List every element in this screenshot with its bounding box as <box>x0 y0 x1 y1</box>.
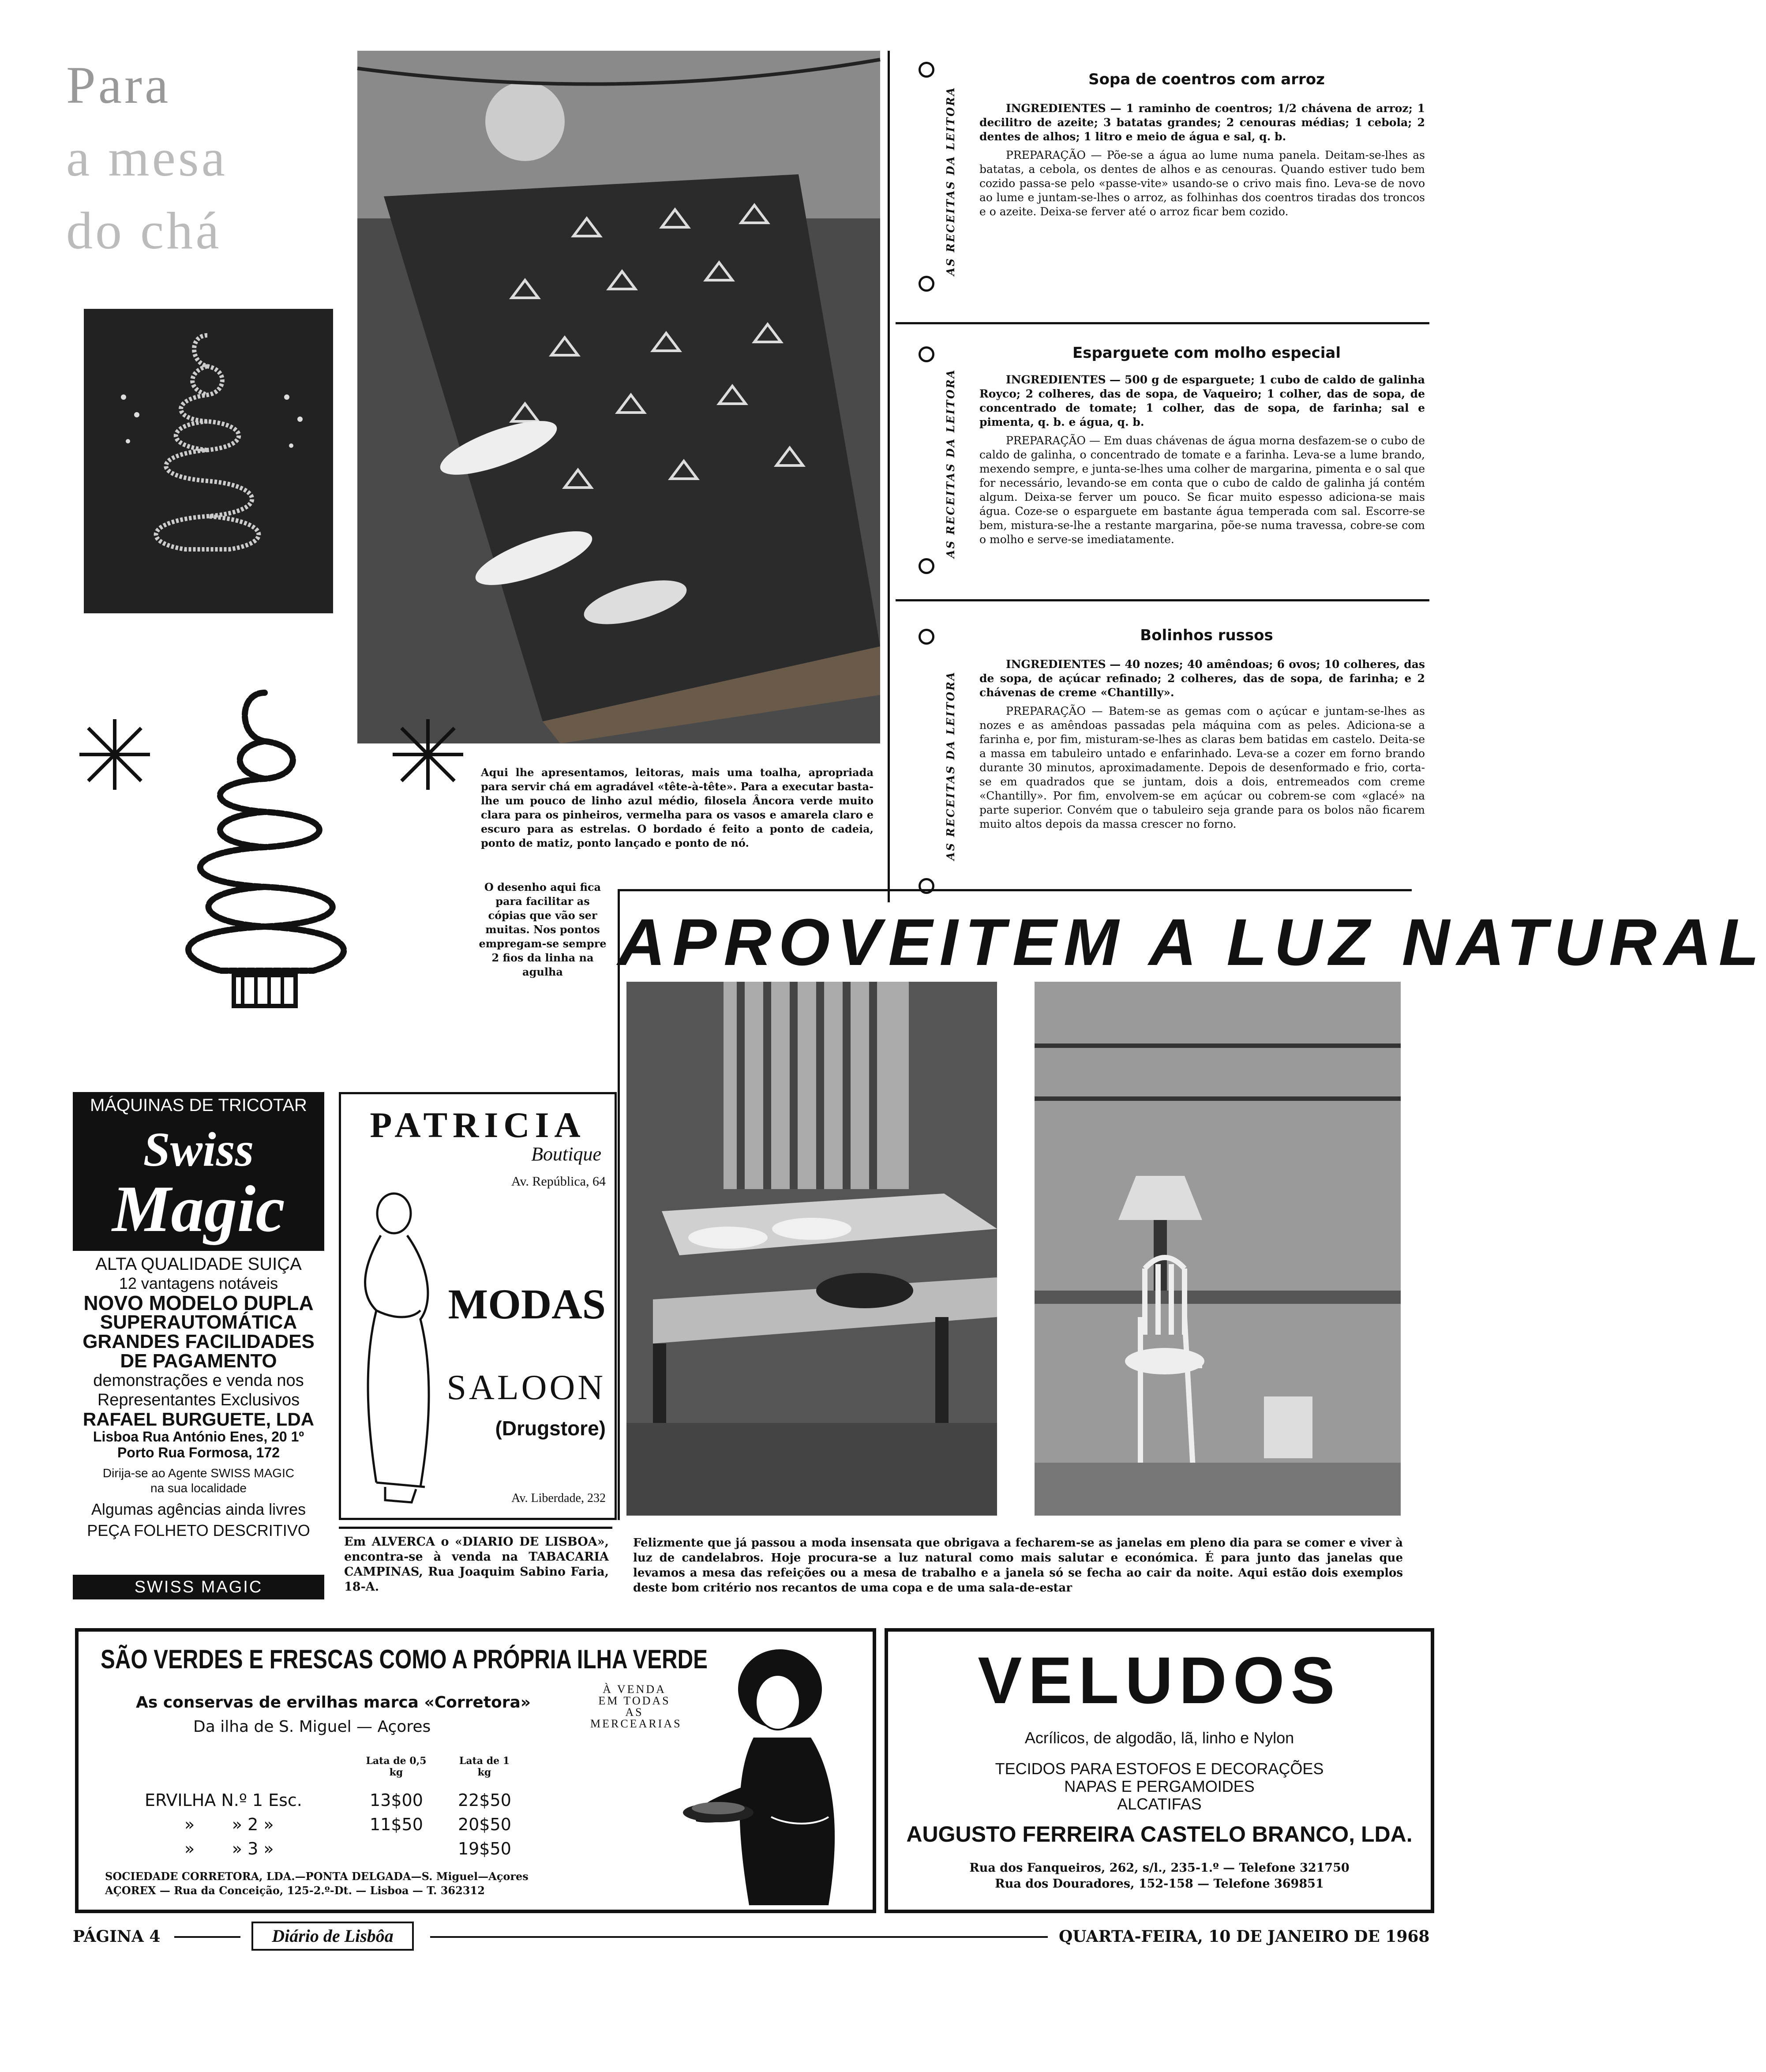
kitchen-illustration <box>626 982 997 1516</box>
recipe3-ing-label: INGREDIENTES <box>1006 658 1106 671</box>
patricia-saloon: SALOON <box>446 1368 606 1407</box>
ervilhas-row1-p1: 13$00 <box>370 1790 423 1810</box>
ervilhas-row2-p1: 11$50 <box>370 1815 423 1834</box>
recipe1-ring-top <box>919 62 934 78</box>
tablecloth-illustration <box>357 51 880 743</box>
fashion-figure-icon <box>345 1178 460 1509</box>
ervilhas-row2-label: » » 2 » <box>184 1815 274 1834</box>
tablecloth-photo <box>357 51 880 743</box>
veludos-line4: ALCATIFAS <box>1117 1795 1202 1813</box>
ervilhas-ad <box>75 1628 876 1913</box>
recipe1-divider <box>896 322 1429 324</box>
recipe1-side-label: AS RECEITAS DA LEITORA <box>944 86 957 276</box>
living-room-illustration <box>1035 982 1401 1516</box>
swiss-ad-line6: DE PAGAMENTO <box>120 1350 277 1372</box>
ervilhas-row2-p2: 20$50 <box>458 1815 511 1834</box>
tea-headline-line1: Para <box>66 56 171 114</box>
recipe2-ring-bottom <box>919 558 934 574</box>
footer-date: QUARTA-FEIRA, 10 DE JANEIRO DE 1968 <box>1059 1927 1430 1946</box>
woman-serving-illustration <box>683 1640 868 1905</box>
recipe1-body <box>979 101 1425 223</box>
luz-frame-left <box>618 889 620 1520</box>
swiss-ad-line1: ALTA QUALIDADE SUIÇA <box>95 1254 302 1274</box>
recipe1-preparation: — Põe-se a água ao lume numa panela. Deitam-se-lhes as batatas, a cebola, os dentes de alhos e as cenouras. Quando estiver tudo bem cozido passa-se pelo «passe-vite» usando-se o crivo mais fino. Leva-se de novo ao lume e juntam-se-lhes o arroz, as folhinhas dos coentros tiradas dos troncos e o azeite. Deixa-se ferver até o arroz ficar bem cozido. <box>979 149 1425 218</box>
swiss-ad-body <box>73 1251 324 1541</box>
patricia-name: PATRICIA <box>370 1105 586 1145</box>
tea-caption-tail: O desenho aqui fica para facilitar as cópias que vão ser muitas. Nos pontos empregam-se sempre 2 fios da linha na agulha <box>479 881 607 978</box>
footer-rule-left <box>174 1936 240 1938</box>
recipe1-ingredients: — 1 raminho de coentros; 1/2 chávena de arroz; 1 decilitro de azeite; 3 batatas grandes; 2 cenouras médias; 1 cebola; 2 dentes de alhos; 1 litro e meio de água e sal, q. b. <box>979 102 1425 143</box>
ervilhas-row1-p2: 22$50 <box>458 1790 511 1810</box>
swiss-ad-brand-swiss: Swiss <box>143 1122 254 1176</box>
embroidery-pattern-drawing <box>75 666 468 1055</box>
swiss-ad-line7: demonstrações e venda nos <box>93 1371 304 1390</box>
patricia-ad <box>339 1092 617 1520</box>
recipe3-ring-top <box>919 629 934 645</box>
footer-page-number: PÁGINA 4 <box>73 1927 161 1946</box>
recipe2-preparation: — Em duas chávenas de água morna desfazem-se o cubo de caldo de galinha, o concentrado de tomate e a farinha. Leva-se a lume brando, mexendo sempre, e junta-se-lhes uma colher de margarina, pimenta e o sal que for necessário, levando-se em conta que o cubo de caldo de galinha já contém algum. Deixa-se ferver um pouco. Se ficar muito espesso adiciona-se mais água. Coze-se o esparguete em bastante água temperada com sal. Escorre-se bem, mistura-se-lhe a restante margarina, põe-se numa travessa, cobre-se com o molho e serve-se imediatamente. <box>979 434 1425 546</box>
kitchen-photo <box>626 982 997 1516</box>
veludos-addr1: Rua dos Fanqueiros, 262, s/l., 235-1.º — Telefone 321750 <box>969 1861 1350 1875</box>
recipe3-side-label: AS RECEITAS DA LEITORA <box>944 671 957 860</box>
recipes-column-divider <box>888 51 890 902</box>
tea-headline-line3: do chá <box>66 201 222 260</box>
recipe1-title: Sopa de coentros com arroz <box>1088 71 1325 88</box>
veludos-line1: Acrílicos, de algodão, lã, linho e Nylon <box>1024 1729 1294 1747</box>
ervilhas-sub1: As conservas de ervilhas marca «Corretora» <box>136 1693 531 1712</box>
tea-headline-line2: a mesa <box>66 128 228 187</box>
patricia-modas: MODAS <box>448 1280 606 1328</box>
tea-caption: Aqui lhe apresentamos, leitoras, mais uma toalha, apropriada para servir chá em agradável «tête-à-tête». Para a executar basta-lhe um pouco de linho azul médio, filosela Âncora verde muito clara para os pinheiros, vermelha para os vasos e amarela claro e escuro para as estrelas. O bordado é feito a ponto de cadeia, ponto de matiz, ponto lançado e ponto de nó. <box>481 766 874 849</box>
swiss-ad-line2: 12 vantagens notáveis <box>119 1274 278 1292</box>
recipe1-prep-label: PREPARAÇÃO <box>1006 149 1086 161</box>
swiss-magic-ad <box>73 1092 324 1599</box>
recipe2-divider <box>896 599 1429 601</box>
embroidery-swatch-photo <box>84 309 333 613</box>
footer-rule-right <box>430 1936 1048 1938</box>
luz-headline: APROVEITEM A LUZ NATURAL <box>618 905 1766 979</box>
ervilhas-venda-line3: AS <box>625 1706 644 1719</box>
recipe2-ring-top <box>919 346 934 362</box>
ervilhas-venda-line4: MERCEARIAS <box>590 1717 682 1730</box>
patricia-drugstore: (Drugstore) <box>495 1417 606 1440</box>
alverca-rule <box>339 1527 612 1529</box>
recipe2-ingredients: — 500 g de esparguete; 1 cubo de caldo de galinha Royco; 2 colheres, das de sopa, de Vaqueiro; 1 colher, das de sopa, de concentrado de tomate; 1 colher, das de sopa, de farinha; sal e pimenta, q. b. e água, q. b. <box>979 373 1425 428</box>
ervilhas-row3-label: » » 3 » <box>184 1839 274 1858</box>
recipe3-body <box>979 657 1425 836</box>
recipe3-prep-label: PREPARAÇÃO <box>1006 705 1086 717</box>
swiss-ad-line4: SUPERAUTOMÁTICA <box>100 1311 297 1333</box>
recipe2-title: Esparguete com molho especial <box>1072 344 1341 362</box>
tree-embroidery-icon <box>84 309 333 613</box>
swiss-ad-footer: SWISS MAGIC <box>73 1575 324 1599</box>
recipe2-ing-label: INGREDIENTES <box>1006 373 1106 386</box>
patricia-script: Boutique <box>531 1143 601 1165</box>
swiss-ad-line8: Representantes Exclusivos <box>97 1391 300 1409</box>
veludos-title: VELUDOS <box>978 1643 1341 1717</box>
swiss-ad-line14: Algumas agências ainda livres <box>91 1500 306 1518</box>
swiss-ad-line9: RAFAEL BURGUETE, LDA <box>82 1409 315 1430</box>
swiss-ad-line10: Lisboa Rua António Enes, 20 1º <box>93 1429 304 1445</box>
luz-frame-top <box>618 889 1412 891</box>
veludos-ad <box>885 1628 1434 1913</box>
ervilhas-row3-p2: 19$50 <box>458 1839 511 1858</box>
ervilhas-foot1: SOCIEDADE CORRETORA, LDA.—PONTA DELGADA—S. Miguel—Açores <box>105 1870 529 1883</box>
recipe1-ring-bottom <box>919 276 934 292</box>
patricia-addr1: Av. República, 64 <box>511 1174 606 1189</box>
living-room-photo <box>1035 982 1401 1516</box>
ervilhas-col1-header: Lata de 0,5 kg <box>366 1755 427 1778</box>
tea-headline <box>66 49 260 267</box>
veludos-company: AUGUSTO FERREIRA CASTELO BRANCO, LDA. <box>906 1822 1413 1847</box>
recipe1-ing-label: INGREDIENTES <box>1006 102 1106 115</box>
recipe3-ring-bottom <box>919 878 934 894</box>
swiss-ad-brand-magic: Magic <box>112 1172 285 1246</box>
ervilhas-venda <box>590 1683 682 1730</box>
ervilhas-sub2: Da ilha de S. Miguel — Açores <box>193 1718 431 1736</box>
swiss-ad-line13: na sua localidade <box>150 1481 247 1495</box>
veludos-line3: NAPAS E PERGAMOIDES <box>1064 1777 1255 1795</box>
swiss-ad-logo-block <box>73 1119 324 1251</box>
ervilhas-venda-line2: EM TODAS <box>598 1694 671 1707</box>
ervilhas-headline: SÃO VERDES E FRESCAS COMO A PRÓPRIA ILHA VERDE <box>101 1644 708 1674</box>
swiss-ad-line5: GRANDES FACILIDADES <box>82 1331 315 1352</box>
ervilhas-row1-label: ERVILHA N.º 1 Esc. <box>145 1790 302 1810</box>
patricia-addr2: Av. Liberdade, 232 <box>511 1491 606 1505</box>
veludos-addr2: Rua dos Douradores, 152-158 — Telefone 369851 <box>995 1877 1324 1891</box>
recipe2-prep-label: PREPARAÇÃO <box>1006 434 1086 447</box>
luz-caption: Felizmente que já passou a moda insensata que obrigava a fecharem-se as janelas em pleno dia para se comer e viver à luz de candelabros. Hoje procura-se a luz natural como mais salutar e económica. É para junto das janelas que levamos a mesa das refeições ou a mesa de trabalho e a janela só se fecha ao cair da noite. Aqui estão dois exemplos deste bom critério nos recantos de uma copa e de uma sala-de-estar <box>633 1536 1403 1595</box>
swiss-ad-line12: Dirija-se ao Agente SWISS MAGIC <box>102 1466 295 1480</box>
recipe2-body <box>979 373 1425 551</box>
recipe3-title: Bolinhos russos <box>1140 627 1273 644</box>
recipe3-preparation: — Batem-se as gemas com o açúcar e juntam-se-lhes as nozes e as amêndoas passadas pela máquina com as peles. Adiciona-se a farinha e, por fim, misturam-se-lhes as claras bem batidas em castelo. Deita-se a massa em tabuleiro untado e enfarinhado. Leva-se a cozer em forno brando durante 30 minutos, aproximadamente. Depois de desenformado e frio, corta-se em quadrados que se juntam, dois a dois, entremeados com creme «Chantilly». Por fim, envolvem-se em açúcar ou cobrem-se com «glacé» na parte superior. Convém que o tabuleiro seja grande para os bolos não ficarem muito altos depois da massa crescer no forno. <box>979 705 1425 830</box>
veludos-line2: TECIDOS PARA ESTOFOS E DECORAÇÕES <box>995 1760 1324 1778</box>
recipe3-ingredients: — 40 nozes; 40 amêndoas; 6 ovos; 10 colheres, das de sopa, de açúcar refinado; 2 colheres, das de sopa, de farinha; e 2 chávenas de creme «Chantilly». <box>979 658 1425 699</box>
ervilhas-col2-header: Lata de 1 kg <box>459 1755 510 1778</box>
swiss-ad-line11: Porto Rua Formosa, 172 <box>117 1445 280 1460</box>
swiss-ad-header: MÁQUINAS DE TRICOTAR <box>73 1092 324 1119</box>
ervilhas-foot2: AÇOREX — Rua da Conceição, 125-2.º-Dt. — Lisboa — T. 362312 <box>105 1884 485 1897</box>
alverca-notice: Em ALVERCA o «DIARIO DE LISBOA», encontra-se à venda na TABACARIA CAMPINAS, Rua Joaquim Sabino Faria, 18-A. <box>344 1535 609 1594</box>
swiss-ad-line15: PEÇA FOLHETO DESCRITIVO <box>87 1521 310 1539</box>
footer-masthead: Diário de Lisbôa <box>251 1922 414 1951</box>
recipe2-side-label: AS RECEITAS DA LEITORA <box>944 368 957 558</box>
ervilhas-venda-line1: À VENDA <box>603 1683 666 1696</box>
swiss-ad-line3: NOVO MODELO DUPLA <box>83 1291 314 1314</box>
